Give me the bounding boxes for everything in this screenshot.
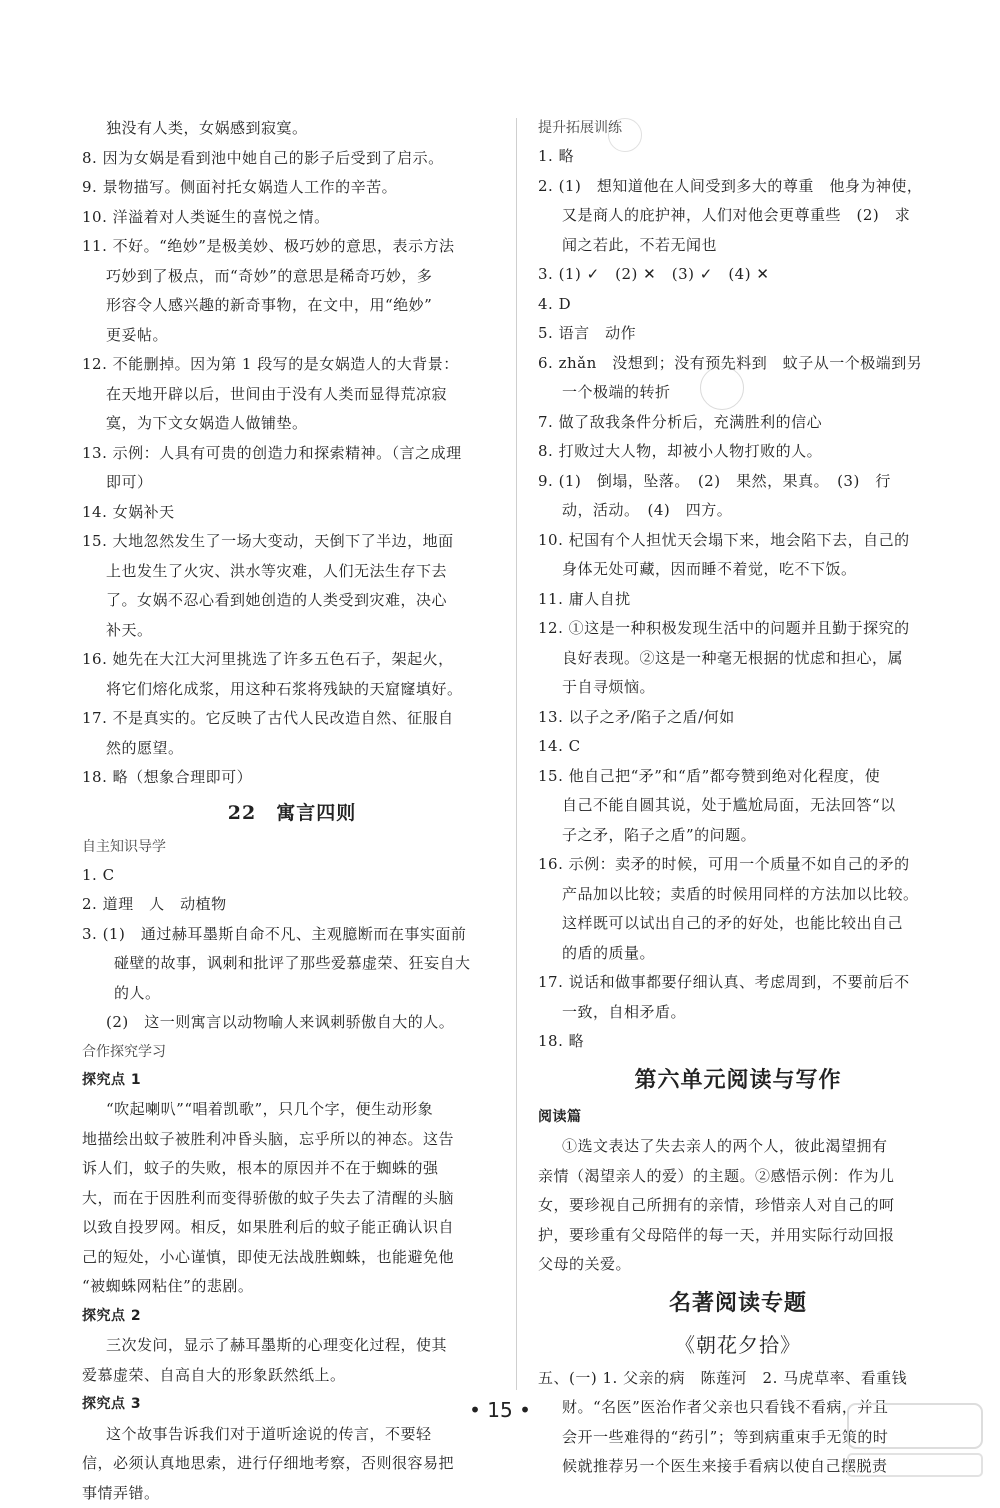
answer-line: 一个极端的转折 xyxy=(538,378,938,408)
answer-line: 18. 略（想象合理即可） xyxy=(82,763,502,793)
answer-line: 这样既可以试出自己的矛的好处，也能比较出自己 xyxy=(538,909,938,939)
answer-line: 3. (1) ✓ (2) ✕ (3) ✓ (4) ✕ xyxy=(538,260,938,290)
answer-line: 巧妙到了极点，而“奇妙”的意思是稀奇巧妙，多 xyxy=(82,262,502,292)
answer-line: 2. 道理 人 动植物 xyxy=(82,890,502,920)
answer-line: 碰壁的故事，讽刺和批评了那些爱慕虚荣、狂妄自大 xyxy=(82,949,502,979)
answer-line: 这个故事告诉我们对于道听途说的传言，不要轻 xyxy=(82,1420,502,1450)
answer-line: 一致，自相矛盾。 xyxy=(538,998,938,1028)
answer-line: 候就推荐另一个医生来接手看病以使自己摆脱责 xyxy=(538,1452,938,1482)
answer-line: 17. 说话和做事都要仔细认真、考虑周到，不要前后不 xyxy=(538,968,938,998)
answer-line: 亲情（渴望亲人的爱）的主题。②感悟示例：作为儿 xyxy=(538,1162,938,1192)
answer-line: 的盾的质量。 xyxy=(538,939,938,969)
answer-line: 将它们熔化成浆，用这种石浆将残缺的天窟窿填好。 xyxy=(82,675,502,705)
section-label: 自主知识导学 xyxy=(82,833,502,861)
answer-line: 地描绘出蚊子被胜利冲昏头脑，忘乎所以的神态。这告 xyxy=(82,1125,502,1155)
subsection-heading: 探究点 1 xyxy=(82,1066,502,1096)
answer-line: 女，要珍视自己所拥有的亲情，珍惜亲人对自己的呵 xyxy=(538,1191,938,1221)
answer-line: 10. 杞国有个人担忧天会塌下来，地会陷下去，自己的 xyxy=(538,526,938,556)
page-number: • 15 • xyxy=(0,1398,1000,1422)
answer-line: 闻之若此，不若无闻也 xyxy=(538,231,938,261)
answer-line: 于自寻烦恼。 xyxy=(538,673,938,703)
answer-line: 爱慕虚荣、自高自大的形象跃然纸上。 xyxy=(82,1361,502,1391)
section-title: 《朝花夕拾》 xyxy=(538,1326,938,1364)
answer-line: ①选文表达了失去亲人的两个人，彼此渴望拥有 xyxy=(538,1132,938,1162)
answer-line: 三次发问，显示了赫耳墨斯的心理变化过程，使其 xyxy=(82,1331,502,1361)
answer-line: 动，活动。 (4) 四方。 xyxy=(538,496,938,526)
answer-line: 独没有人类，女娲感到寂寞。 xyxy=(82,114,502,144)
answer-line: 15. 大地忽然发生了一场大变动，天倒下了半边，地面 xyxy=(82,527,502,557)
answer-line: 诉人们，蚊子的失败，根本的原因并不在于蜘蛛的强 xyxy=(82,1154,502,1184)
answer-line: 2. (1) 想知道他在人间受到多大的尊重 他身为神使， xyxy=(538,172,938,202)
page-number-text: 15 xyxy=(487,1398,512,1422)
answer-line: 会开一些难得的“药引”；等到病重束手无策的时 xyxy=(538,1423,938,1453)
answer-line: 父母的关爱。 xyxy=(538,1250,938,1280)
answer-line: “吹起喇叭”“唱着凯歌”，只几个字，便生动形象 xyxy=(82,1095,502,1125)
section-label: 提升拓展训练 xyxy=(538,114,938,142)
answer-line: 11. 庸人自扰 xyxy=(538,585,938,615)
answer-line: 6. zhǎn 没想到；没有预先料到 蚊子从一个极端到另 xyxy=(538,349,938,379)
answer-line: 8. 因为女娲是看到池中她自己的影子后受到了启示。 xyxy=(82,144,502,174)
section-title: 第六单元阅读与写作 xyxy=(538,1057,938,1103)
column-divider xyxy=(516,118,517,1390)
answer-line: 8. 打败过大人物，却被小人物打败的人。 xyxy=(538,437,938,467)
answer-line: 上也发生了火灾、洪水等灾难，人们无法生存下去 xyxy=(82,557,502,587)
answer-line: 自己不能自圆其说，处于尴尬局面，无法回答“以 xyxy=(538,791,938,821)
section-title: 22 寓言四则 xyxy=(82,793,502,833)
answer-line: 1. C xyxy=(82,861,502,891)
answer-line: 14. C xyxy=(538,732,938,762)
answer-line: 10. 洋溢着对人类诞生的喜悦之情。 xyxy=(82,203,502,233)
answer-line: 17. 不是真实的。它反映了古代人民改造自然、征服自 xyxy=(82,704,502,734)
answer-line: 9. (1) 倒塌，坠落。 (2) 果然，果真。 (3) 行 xyxy=(538,467,938,497)
answer-line: (2) 这一则寓言以动物喻人来讽刺骄傲自大的人。 xyxy=(82,1008,502,1038)
answer-line: 大，而在于因胜利而变得骄傲的蚊子失去了清醒的头脑 xyxy=(82,1184,502,1214)
answer-line: 15. 他自己把“矛”和“盾”都夸赞到绝对化程度，使 xyxy=(538,762,938,792)
answer-line: 9. 景物描写。侧面衬托女娲造人工作的辛苦。 xyxy=(82,173,502,203)
subsection-heading: 探究点 3 xyxy=(82,1390,502,1420)
subsection-heading: 探究点 2 xyxy=(82,1302,502,1332)
right-column xyxy=(538,114,938,1482)
answer-line: 五、(一) 1. 父亲的病 陈莲河 2. 马虎草率、看重钱 xyxy=(538,1364,938,1394)
answer-line: 更妥帖。 xyxy=(82,321,502,351)
answer-line: 的人。 xyxy=(82,979,502,1009)
answer-line: 以致自投罗网。相反，如果胜利后的蚊子能正确认识自 xyxy=(82,1213,502,1243)
answer-line: 身体无处可藏，因而睡不着觉，吃不下饭。 xyxy=(538,555,938,585)
answer-line: 1. 略 xyxy=(538,142,938,172)
answer-line: 4. D xyxy=(538,290,938,320)
answer-line: 3. (1) 通过赫耳墨斯自命不凡、主观臆断而在事实面前 xyxy=(82,920,502,950)
answer-line: 己的短处，小心谨慎，即使无法战胜蜘蛛，也能避免他 xyxy=(82,1243,502,1273)
answer-line: 了。女娲不忍心看到她创造的人类受到灾难，决心 xyxy=(82,586,502,616)
answer-line: 子之矛，陷子之盾”的问题。 xyxy=(538,821,938,851)
answer-line: 事情弄错。 xyxy=(82,1479,502,1508)
answer-line: 18. 略 xyxy=(538,1027,938,1057)
answer-line: 14. 女娲补天 xyxy=(82,498,502,528)
answer-line: 护，要珍重有父母陪伴的每一天，并用实际行动回报 xyxy=(538,1221,938,1251)
answer-line: 在天地开辟以后，世间由于没有人类而显得荒凉寂 xyxy=(82,380,502,410)
answer-line: 寞，为下文女娲造人做铺垫。 xyxy=(82,409,502,439)
answer-line: 产品加以比较；卖盾的时候用同样的方法加以比较。 xyxy=(538,880,938,910)
answer-line: 补天。 xyxy=(82,616,502,646)
section-title: 名著阅读专题 xyxy=(538,1280,938,1326)
answer-line: 16. 她先在大江大河里挑选了许多五色石子，架起火， xyxy=(82,645,502,675)
answer-line: 信，必须认真地思索，进行仔细地考察，否则很容易把 xyxy=(82,1449,502,1479)
answer-line: 又是商人的庇护神，人们对他会更尊重些 (2) 求 xyxy=(538,201,938,231)
answer-line: 良好表现。②这是一种毫无根据的忧虑和担心，属 xyxy=(538,644,938,674)
section-label: 合作探究学习 xyxy=(82,1038,502,1066)
left-column xyxy=(82,114,502,1508)
answer-line: 13. 以子之矛/陷子之盾/何如 xyxy=(538,703,938,733)
answer-line: 12. ①这是一种积极发现生活中的问题并且勤于探究的 xyxy=(538,614,938,644)
answer-line: 16. 示例：卖矛的时候，可用一个质量不如自己的矛的 xyxy=(538,850,938,880)
answer-line: 13. 示例：人具有可贵的创造力和探索精神。（言之成理 xyxy=(82,439,502,469)
answer-line: 5. 语言 动作 xyxy=(538,319,938,349)
subsection-heading: 阅读篇 xyxy=(538,1103,938,1133)
answer-line: 12. 不能删掉。因为第 1 段写的是女娲造人的大背景： xyxy=(82,350,502,380)
answer-line: 财。“名医”医治作者父亲也只看钱不看病，并且 xyxy=(538,1393,938,1423)
answer-line: 11. 不好。“绝妙”是极美妙、极巧妙的意思，表示方法 xyxy=(82,232,502,262)
answer-line: 7. 做了敌我条件分析后，充满胜利的信心 xyxy=(538,408,938,438)
answer-line: “被蜘蛛网粘住”的悲剧。 xyxy=(82,1272,502,1302)
answer-line: 即可） xyxy=(82,468,502,498)
answer-line: 然的愿望。 xyxy=(82,734,502,764)
answer-line: 形容令人感兴趣的新奇事物，在文中，用“绝妙” xyxy=(82,291,502,321)
site-watermark-logo xyxy=(840,1394,990,1484)
